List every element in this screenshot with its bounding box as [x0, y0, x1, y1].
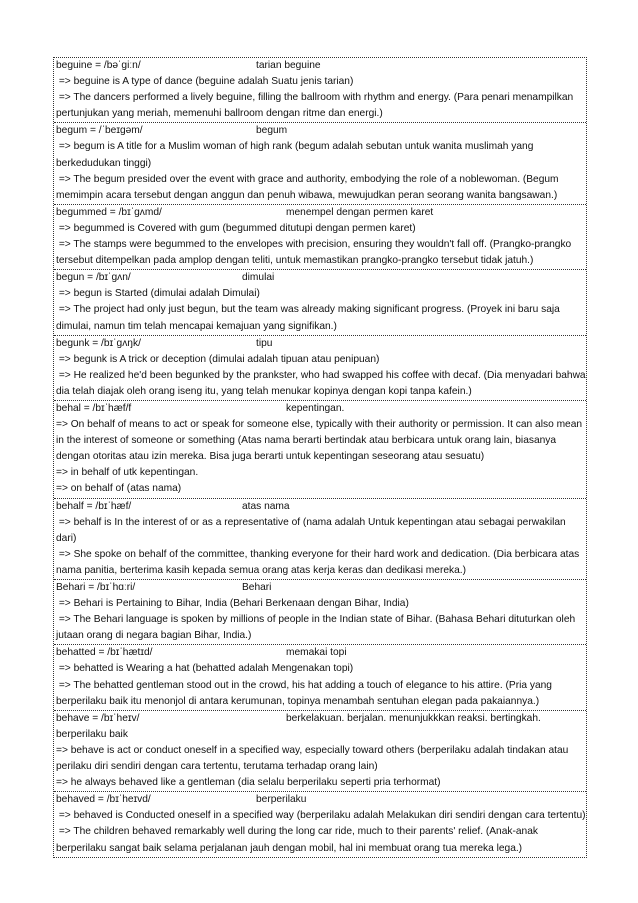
entry-example: => The stamps were begummed to the envelopes with precision, ensuring they wouldn't fall off. (Prangko-prangko tersebut ditempelkan pada amplop dengan teliti, untuk memastikan prangko-prangko tersebut tidak jatuh.) — [56, 239, 575, 267]
entry-word: beguine = /bəˈgiːn/ — [56, 60, 141, 71]
entry-example: => The children behaved remarkably well during the long car ride, much to their parents' relief. (Anak-anak berperilaku sangat baik selama perjalanan jauh dengan mobil, hal ini membuat orang tua mereka lega.) — [56, 826, 541, 854]
entry-begunk — [54, 336, 589, 401]
entry-meaning: atas nama — [242, 500, 290, 512]
entry-head — [56, 499, 586, 515]
entry-example: => She spoke on behalf of the committee, thanking everyone for their hard work and dedication. (Dia berbicara atas nama panitia, berterima kasih kepada semua orang atas kerja keras dan dedikasi mereka.) — [56, 548, 583, 576]
entry-word: begum = /ˈbeɪgəm/ — [56, 125, 143, 137]
entry-definition: => begum is A title for a Muslim woman of high rank (begum adalah sebutan untuk wanita muslimah yang berkedudukan tinggi) — [56, 141, 537, 169]
dictionary-page — [53, 57, 587, 858]
entry-begum — [54, 123, 586, 204]
entry-behalf — [54, 499, 586, 580]
entry-definition: => begun is Started (dimulai adalah Dimulai) — [56, 288, 260, 300]
entry-head — [56, 401, 586, 417]
entry-definition: => behalf is In the interest of or as a representative of (nama adalah Untuk kepentingan atau sebagai perwakilan dari) — [56, 516, 569, 544]
entry-example: => The project had only just begun, but the team was already making significant progress. (Proyek ini baru saja dimulai, namun tim telah mencapai kemajuan yang signifikan.) — [56, 304, 563, 332]
entry-example: => The Behari language is spoken by millions of people in the Indian state of Bihar. (Bahasa Behari dituturkan oleh jutaan orang di negara bagian Bihar, India.) — [56, 614, 579, 642]
entry-meaning: memakai topi — [286, 647, 347, 659]
entry-definition: => begunk is A trick or deception (dimulai adalah tipuan atau penipuan) — [56, 353, 380, 365]
entry-behatted — [54, 645, 586, 710]
entry-definition: => Behari is Pertaining to Bihar, India (Behari Berkenaan dengan Bihar, India) — [56, 598, 409, 610]
entry-word: behal = /bɪˈhæf/f — [56, 402, 132, 414]
entry-definition: => behave is act or conduct oneself in a specified way, especially toward others (berperilaku adalah tindakan atau perilaku diri sendiri dengan cara tertentu, terutama terhadap orang lain) — [56, 744, 572, 773]
entry-beguine — [54, 58, 586, 123]
entry-definition: => behatted is Wearing a hat (behatted adalah Mengenakan topi) — [56, 663, 354, 675]
entry-meaning: berperilaku — [256, 794, 307, 806]
entry-head — [56, 205, 586, 221]
entry-behaved — [54, 792, 586, 856]
entry-word: behave = /bɪˈheɪv/ — [56, 712, 140, 724]
entry-meaning: tarian beguine — [256, 60, 321, 71]
entry-meaning: begum — [256, 125, 288, 137]
entry-head — [56, 711, 586, 743]
entry-head — [56, 645, 586, 661]
entry-definition: => behaved is Conducted oneself in a specified way (berperilaku adalah Melakukan diri sendiri dengan cara tertentu) — [56, 810, 586, 822]
entry-definition: => On behalf of means to act or speak for someone else, typically with their authority or permission. It can also mean in the interest of someone or something (Atas nama berarti bertindak atau berbicara untuk orang lain, biasanya dengan otoritas atau izin mereka. Bisa juga berarti untuk kepentingan seseorang atau sesuatu) — [56, 419, 585, 463]
entry-example: => he always behaved like a gentleman (dia selalu berperilaku seperti pria terhormat) — [56, 777, 441, 789]
entry-note: => on behalf of (atas nama) — [56, 483, 182, 495]
entry-definition: => beguine is A type of dance (beguine adalah Suatu jenis tarian) — [56, 76, 354, 88]
entry-head — [56, 58, 586, 74]
entry-head — [56, 580, 586, 596]
entry-behave — [54, 711, 586, 792]
entry-meaning: menempel dengan permen karet — [286, 206, 434, 218]
entry-definition: => begummed is Covered with gum (begummed ditutupi dengan permen karet) — [56, 222, 416, 234]
entry-meaning: kepentingan. — [286, 402, 345, 414]
entry-head — [56, 336, 586, 352]
entry-word: Behari = /bɪˈhɑːri/ — [56, 582, 136, 593]
entry-word: behalf = /bɪˈhæf/ — [56, 500, 132, 512]
entry-meaning: dimulai — [242, 272, 275, 284]
entry-meaning: berkelakuan. berjalan. menunjukkkan reaksi. bertingkah. berperilaku baik — [56, 712, 544, 740]
entry-word: behatted = /bɪˈhætɪd/ — [56, 647, 153, 659]
entry-example: => The behatted gentleman stood out in the crowd, his hat adding a touch of elegance to his attire. (Pria yang berperilaku baik itu menonjol di antara kerumunan, topinya menambah sentuhan elegan pada pakaiannya.) — [56, 679, 555, 707]
entry-word: begummed = /bɪˈgʌmd/ — [56, 206, 162, 218]
entry-head — [56, 270, 586, 286]
entry-word: begunk = /bɪˈgʌŋk/ — [56, 337, 141, 349]
entry-behal — [54, 401, 586, 499]
entry-begummed — [54, 205, 586, 270]
entry-word: begun = /bɪˈgʌn/ — [56, 272, 131, 284]
entry-begun — [54, 270, 586, 335]
entry-head — [56, 792, 586, 808]
entry-head — [56, 123, 586, 139]
entry-behari — [54, 580, 586, 645]
entry-example: => The dancers performed a lively beguine, filling the ballroom with rhythm and energy. (Para penari menampilkan pertunjukan yang meriah, memenuhi ballroom dengan ritme dan energi.) — [56, 92, 577, 120]
entry-example: => He realized he'd been begunked by the prankster, who had swapped his coffee with decaf. (Dia menyadari bahwa dia telah diajak oleh orang iseng itu, yang telah menukar kopinya dengan kopi tanpa kafein.) — [56, 369, 589, 397]
entry-note: => in behalf of utk kepentingan. — [56, 467, 199, 479]
entry-meaning: Behari — [242, 582, 272, 593]
entry-word: behaved = /bɪˈheɪvd/ — [56, 794, 151, 806]
entry-meaning: tipu — [256, 337, 273, 349]
entry-example: => The begum presided over the event with grace and authority, embodying the role of a noblewoman. (Begum memimpin acara tersebut dengan anggun dan penuh wibawa, mewujudkan peran seorang wanita bangsawan.) — [56, 173, 562, 201]
